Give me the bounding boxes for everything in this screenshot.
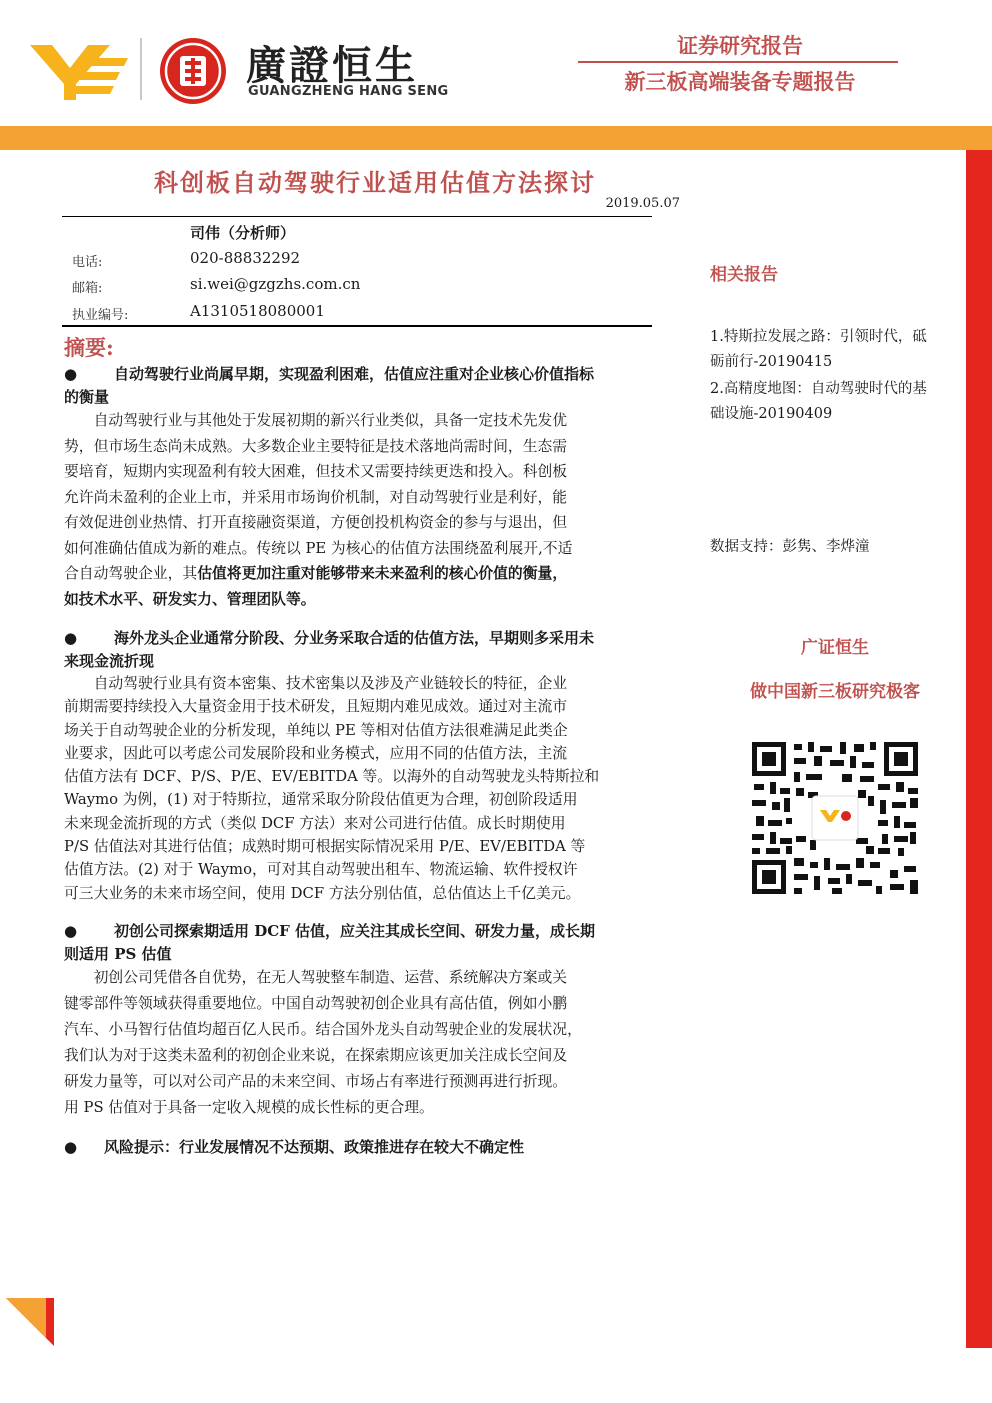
report-type: 证券研究报告: [677, 34, 803, 58]
body-line: 前期需要持续投入大量资金用于技术研发，且短期内难见成效。通过对主流市: [64, 698, 568, 716]
body-line: 汽车、小马智行估值均超百亿人民币。结合国外龙头自动驾驶企业的发展状况，: [64, 1021, 582, 1038]
sidebar-slogan: 做中国新三板研究极客: [750, 682, 920, 702]
related-report-link[interactable]: 2.高精度地图：自动驾驶时代的基 础设施-20190409: [710, 381, 927, 422]
body-line: 如何准确估值成为新的难点。传统以 PE 为核心的估值方法围绕盈利展开,不适: [64, 539, 573, 557]
report-type-divider: [578, 61, 898, 63]
body-line: 允许尚未盈利的企业上市，并采用市场询价机制，对自动驾驶行业是利好，能: [64, 488, 568, 506]
body-line: 初创公司凭借各自优势，在无人驾驶整车制造、运营、系统解决方案或关: [93, 969, 568, 986]
body-line: 有效促进创业热情、打开直接融资渠道，方便创投机构资金的参与与退出，但: [64, 514, 568, 531]
body-line: 要培育，短期内实现盈利有较大困难，但技术又需要持续更迭和投入。科创板: [64, 463, 568, 480]
brand-name-en: GUANGZHENG HANG SENG: [248, 84, 449, 99]
body-line: 估值方法。(2) 对于 Waymo，可对其自动驾驶出租车、物流运输、软件授权许: [64, 861, 578, 879]
section-body: [64, 672, 656, 905]
phone-label: 电话:: [72, 255, 103, 270]
section-headline: ● 自动驾驶行业尚属早期，实现盈利困难，估值应注重对企业核心价值指标 的衡量: [64, 365, 595, 406]
side-red-bar: [966, 150, 992, 1348]
email-label: 邮箱:: [72, 281, 103, 296]
seal-icon: [158, 36, 228, 106]
logo-divider: [140, 38, 142, 100]
body-line: 业要求，因此可以考虑公司发展阶段和业务模式，应用不同的估值方法，主流: [64, 744, 568, 762]
abstract-heading: 摘要:: [64, 335, 114, 360]
bullet-icon: ●: [64, 922, 78, 940]
sidebar-brand-name: 广证恒生: [801, 638, 869, 658]
body-line: 用 PS 估值对于具备一定收入规模的成长性标的更合理。: [64, 1099, 434, 1116]
section-headline: ● 海外龙头企业通常分阶段、分业务采取合适的估值方法，早期则多采用未 来现金流折现: [64, 629, 595, 670]
bullet-icon: ●: [64, 1138, 78, 1156]
body-line: 估值方法有 DCF、P/S、P/E、EV/EBITDA 等。以海外的自动驾驶龙头特斯拉和: [64, 768, 600, 786]
section-body: [64, 965, 656, 1121]
brand-logo-icon: [30, 40, 130, 102]
body-line: 未来现金流折现的方式（类似 DCF 方法）来对公司进行估值。成长时期使用: [64, 814, 566, 832]
phone-value: 020-88832292: [190, 249, 301, 267]
section-headline: ● 初创公司探索期适用 DCF 估值，应关注其成长空间、研发力量，成长期 则适用 PS 估值: [64, 922, 596, 963]
license-value: A1310518080001: [190, 302, 325, 320]
body-line: 自动驾驶行业具有资本密集、技术密集以及涉及产业链较长的特征，企业: [93, 675, 568, 692]
body-line: 我们认为对于这类未盈利的初创企业来说，在探索期应该更加关注成长空间及: [64, 1047, 568, 1064]
related-reports-heading: 相关报告: [710, 265, 778, 285]
bullet-icon: ●: [64, 365, 78, 383]
body-line: 研发力量等，可以对公司产品的未来空间、市场占有率进行预测再进行折现。: [64, 1073, 568, 1090]
report-date: 2019.05.07: [605, 196, 680, 211]
license-label: 执业编号:: [72, 308, 129, 323]
body-line: 如技术水平、研发实力、管理团队等。: [64, 590, 316, 608]
title-rule: [62, 216, 652, 217]
corner-triangle-icon: [6, 1298, 54, 1346]
report-subtype: 新三板高端装备专题报告: [624, 70, 856, 94]
body-line: P/S 估值法对其进行估值；成熟时期可根据实际情况采用 P/E、EV/EBITDA 等: [64, 838, 586, 856]
body-line: 势，但市场生态尚未成熟。大多数企业主要特征是技术落地尚需时间，生态需: [64, 437, 568, 455]
risk-note: ● 风险提示：行业发展情况不达预期、政策推进存在较大不确定性: [64, 1136, 676, 1159]
brand-name-cn: 廣證恒生: [246, 43, 418, 89]
bullet-icon: ●: [64, 629, 78, 647]
body-line: 场关于自动驾驶企业的分析发现，单纯以 PE 等相对估值方法很难满足此类企: [64, 721, 568, 739]
email-link[interactable]: si.wei@gzgzhs.com.cn: [190, 275, 361, 293]
body-line: 可三大业务的未来市场空间，使用 DCF 方法分别估值，总估值达上千亿美元。: [64, 884, 581, 902]
related-report-link[interactable]: 1.特斯拉发展之路：引领时代，砥 砺前行-20190415: [710, 329, 927, 370]
report-title: 科创板自动驾驶行业适用估值方法探讨: [154, 168, 596, 197]
body-line: 合自动驾驶企业，其估值将更加注重对能够带来未来盈利的核心价值的衡量，: [64, 565, 568, 582]
body-line: 自动驾驶行业与其他处于发展初期的新兴行业类似，具备一定技术先发优: [93, 412, 568, 429]
qr-code-icon[interactable]: [750, 740, 920, 896]
data-support: 数据支持：彭隽、李烨潼: [710, 539, 870, 555]
body-line: Waymo 为例，(1) 对于特斯拉，通常采取分阶段估值更为合理，初创阶段适用: [64, 791, 578, 809]
header-band: [0, 126, 992, 150]
analyst-rule: [62, 325, 652, 327]
analyst-name: 司伟（分析师）: [190, 224, 296, 242]
section-body: [64, 408, 656, 612]
body-line: 键零部件等领域获得重要地位。中国自动驾驶初创企业具有高估值，例如小鹏: [64, 995, 568, 1012]
